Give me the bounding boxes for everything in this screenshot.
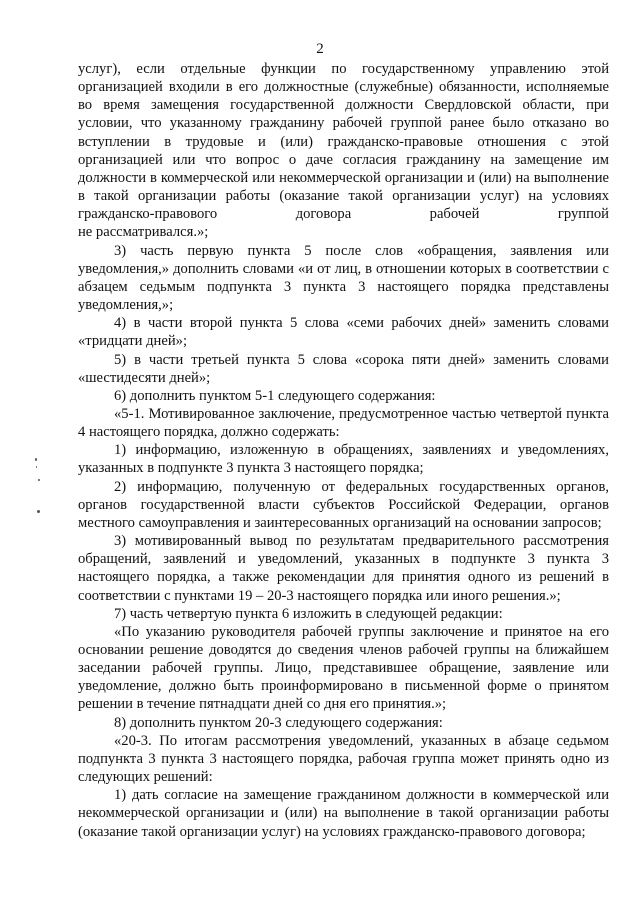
scan-speck — [38, 479, 40, 481]
paragraph-continuation-end: не рассматривался.»; — [78, 224, 209, 241]
paragraph-item-5: 5) в части третьей пункта 5 слова «сорока пяти дней» заменить словами «шестидесяти дней»; — [78, 351, 609, 386]
paragraph-item-8: 8) дополнить пунктом 20-3 следующего содержания: — [114, 714, 443, 731]
paragraph-5-1-sub-3: 3) мотивированный вывод по результатам предварительного рассмотрения обращений, заявлений и уведомлений, указанных в подпункте 3 пункта 3 настоящего порядка, а также рекомендации для принятия одного из решений в соответствии с пунктами 19 – 20-3 настоящего порядка или иного решения.»; — [78, 533, 609, 604]
paragraph-continuation: услуг), если отдельные функции по государственному управлению этой организацией входили в его должностные (служебные) обязанности, исполняемые во время замещения государственной должности Свердловской области, при условии, что указанному гражданину рабочей группой ранее было отказано во вступлении в трудовые и (или) гражданско-правовые отношения с этой организацией или что вопрос о даче согласия гражданину на замещение им должности в коммерческой или некоммерческой организации и (или) на выполнение в такой организации работы (оказание такой организации услуг) на условиях гражданско-правового договора рабочей группой — [78, 61, 609, 223]
paragraph-item-7: 7) часть четвертую пункта 6 изложить в следующей редакции: — [114, 605, 503, 622]
paragraph-item-3: 3) часть первую пункта 5 после слов «обращения, заявления или уведомления,» дополнить словами «и от лиц, в отношении которых в соответствии с абзацем седьмым подпункта 3 пункта 3 настоящего порядка представлены уведомления,»; — [78, 242, 609, 314]
scan-speck — [35, 458, 37, 461]
paragraph-item-6: 6) дополнить пунктом 5-1 следующего содержания: — [114, 387, 436, 404]
paragraph-5-1-sub-2: 2) информацию, полученную от федеральных государственных органов, органов государственной власти субъектов Российской Федерации, органов местного самоуправления и заинтересованных организаций на основании запросов; — [78, 478, 609, 531]
paragraph-item-7-text: «По указанию руководителя рабочей группы заключение и принятое на его основании решение доводятся до сведения членов рабочей группы на ближайшем заседании рабочей группы. Лицо, представившее обращение, заявление или уведомление, должно быть проинформировано в письменной форме о принятом решении в течение пятнадцати дней со дня его принятия.»; — [78, 623, 609, 713]
paragraph-20-3-sub-1: 1) дать согласие на замещение гражданином должности в коммерческой или некоммерческой организации и (или) на выполнение в такой организации работы (оказание такой организации услуг) на условиях гражданско-правового договора; — [78, 787, 609, 840]
scan-speck — [36, 466, 37, 468]
paragraph-item-4: 4) в части второй пункта 5 слова «семи рабочих дней» заменить словами «тридцати дней»; — [78, 315, 609, 350]
page-number: 2 — [316, 41, 324, 57]
paragraph-20-3-intro: «20-3. По итогам рассмотрения уведомлений, указанных в абзаце седьмом подпункта 3 пункта 3 настоящего порядка, рабочая группа может принять одно из следующих решений: — [78, 732, 609, 786]
paragraph-5-1-intro: «5-1. Мотивированное заключение, предусмотренное частью четвертой пункта 4 настоящего порядка, должно содержать: — [78, 405, 609, 441]
scan-speck — [37, 510, 40, 513]
paragraph-5-1-sub-1: 1) информацию, изложенную в обращениях, заявлениях и уведомлениях, указанных в подпункте 3 пункта 3 настоящего порядка; — [78, 442, 609, 477]
document-body — [78, 60, 609, 841]
